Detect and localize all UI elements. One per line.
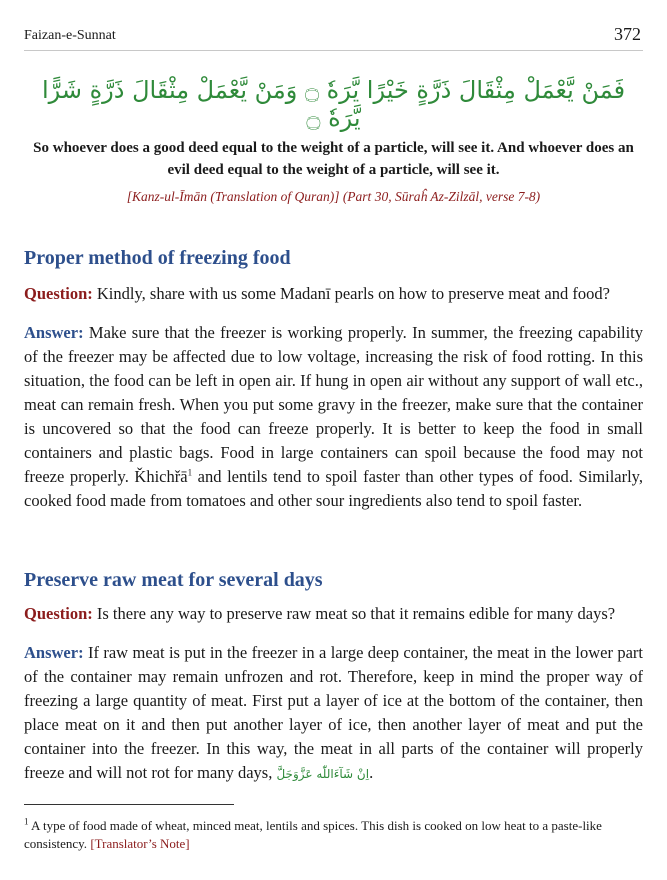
book-title: Faizan-e-Sunnat [24, 28, 116, 43]
footnote-marker[interactable]: 1 [187, 467, 193, 478]
answer-label: Answer: [24, 323, 84, 342]
inshallah-calligraphy: اِنْ شَآءَاللّٰه عَزَّوَجَلَّ [276, 767, 370, 781]
question-label: Question: [24, 604, 93, 623]
answer-paragraph [24, 321, 643, 513]
footnote [24, 817, 643, 853]
answer-paragraph [24, 641, 643, 786]
verse-translation: So whoever does a good deed equal to the weight of a particle, will see it. And whoever does an evil deed equal to the weight of a particle, will see it. [33, 140, 634, 178]
question-paragraph [24, 602, 643, 626]
section-heading-raw-meat: Preserve raw meat for several days [24, 569, 323, 591]
answer-text: Make sure that the freezer is working properly. In summer, the freezing capability of the freezer may be affected due to low voltage, increasing the risk of food rotting. In this situation, the food can be left in open air. If hung in open air without any support of wall etc., meat can remain fresh. When you put some gravy in the freezer, make sure that the container is uncovered so that the food can freeze properly. It is better to keep the food in small containers and plastic bags. Food in large containers can spoil because the food may not freeze properly. Ǩhichřā [24, 323, 643, 486]
question-text: Is there any way to preserve raw meat so that it remains edible for many days? [92, 604, 616, 623]
page-number: 372 [614, 24, 641, 44]
question-label: Question: [24, 284, 93, 303]
quran-verse-arabic: فَمَنْ يَّعْمَلْ مِثْقَالَ ذَرَّةٍ خَيْرًا يَّرَهٗ ۝ وَمَنْ يَّعْمَلْ مِثْقَالَ ذَرَّةٍ شَرًّا يَّرَهٗ ۝ [41, 76, 626, 132]
answer-text: If raw meat is put in the freezer in a large deep container, the meat in the lower part of the container may remain unfrozen and rot. Therefore, keep in mind the proper way of freezing a large quantity of meat. First put a layer of ice at the bottom of the container, then place meat on it and then put another layer of ice, then another layer of meat and put the container into the freezer. In this way, the meat in all parts of the container will properly freeze and will not rot for many days, [24, 643, 643, 782]
footnote-text: A type of food made of wheat, minced meat, lentils and spices. This dish is cooked on low heat to a paste-like consistency. [24, 818, 602, 851]
page-header [24, 24, 643, 51]
answer-period: . [369, 763, 374, 782]
footnote-divider [24, 804, 234, 805]
question-paragraph [24, 282, 643, 306]
translator-note: [Translator’s Note] [90, 836, 190, 851]
question-text: Kindly, share with us some Madanī pearls on how to preserve meat and food? [92, 284, 610, 303]
section-heading-freezing-food: Proper method of freezing food [24, 247, 291, 269]
answer-text-continued: and lentils tend to spoil faster than other types of food. Similarly, cooked food made from tomatoes and other sour ingredients also tend to spoil faster. [24, 467, 643, 510]
footnote-number: 1 [24, 816, 29, 827]
answer-label: Answer: [24, 643, 84, 662]
verse-reference: [Kanz-ul-Īmān (Translation of Quran)] (Part 30, Sūraĥ Az-Zilzāl, verse 7-8) [126, 189, 541, 204]
